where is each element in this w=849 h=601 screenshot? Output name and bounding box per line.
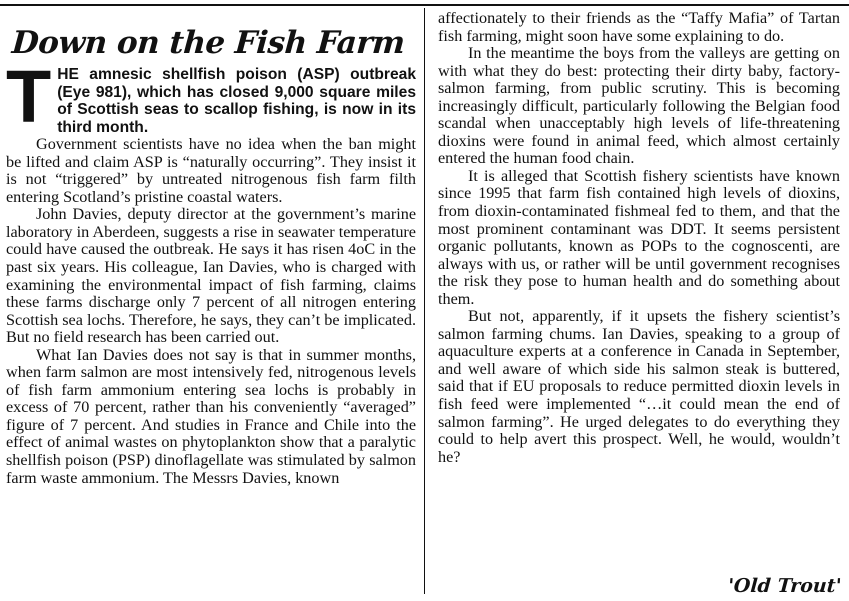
- continued-paragraph: affectionately to their friends as the “Taffy Mafia” of Tartan fish farming, might soon have some explaining to do.: [438, 9, 840, 45]
- right-column: [438, 10, 840, 466]
- right-text: [438, 10, 840, 466]
- body-paragraph: But not, apparently, if it upsets the fishery scientist’s salmon farming chums. Ian Davies, speaking to a group of aquaculture experts at a conference in Canada in September, and well aware of which side his salmon steak is buttered, said that if EU proposals to reduce permitted dioxin levels in fish feed were implemented “…it could mean the end of salmon farming”. He urged delegates to do everything they could to help avert this prospect. Well, he would, wouldn’t he?: [438, 307, 840, 466]
- left-text: [6, 55, 416, 487]
- body-paragraph: In the meantime the boys from the valleys are getting on with what they do best: protecting their dirty baby, factory-salmon farming, from public scrutiny. This is becoming increasingly difficult, particularly following the Belgian food scandal when unacceptably high levels of life-threatening dioxins were found in animal feed, which almost certainly entered the human food chain.: [438, 44, 840, 168]
- lead-paragraph: [6, 55, 416, 138]
- top-rule: [0, 4, 849, 6]
- left-column: [6, 10, 416, 487]
- drop-cap: T: [6, 55, 52, 138]
- body-paragraph: It is alleged that Scottish fishery scientists have known since 1995 that farm fish contained high levels of dioxins, from dioxin-contaminated fishmeal fed to them, and that the most prominent contaminant was DDT. It seems persistent organic pollutants, known as POPs to the cognoscenti, are always with us, or rather will be until government recognises the risk they pose to human health and do something about them.: [438, 166, 840, 308]
- headline: Down on the Fish Farm: [10, 25, 406, 61]
- body-paragraph: What Ian Davies does not say is that in summer months, when farm salmon are most intensively fed, nitrogenous levels of fish farm ammonium entering sea lochs is probably in excess of 70 percent, rather than his conveniently “averaged” figure of 7 percent. And studies in France and Chile into the effect of animal wastes on phytoplankton show that a paralytic shellfish poison (PSP) dinoflagellate was stimulated by salmon farm waste ammonium. The Messrs Davies, known: [6, 345, 416, 487]
- body-paragraph: Government scientists have no idea when the ban might be lifted and claim ASP is “naturally occurring”. They insist it is not “triggered” by untreated nitrogenous fish farm filth entering Scotland’s pristine coastal waters.: [6, 135, 416, 206]
- lead-text: HE amnesic shellfish poison (ASP) outbreak (Eye 981), which has closed 9,000 square miles of Scottish seas to scallop fishing, is now in its third month.: [57, 66, 416, 136]
- author-signature: 'Old Trout': [726, 575, 842, 597]
- column-divider: [424, 8, 425, 594]
- body-paragraph: John Davies, deputy director at the government’s marine laboratory in Aberdeen, suggests a rise in seawater temperature could have caused the outbreak. He says it has risen 4oC in the past six years. His colleague, Ian Davies, who is charged with examining the environmental impact of fish farming, claims these farms discharge only 7 percent of all nitrogen entering Scottish sea lochs. Therefore, he says, they can’t be implicated. But no field research has been carried out.: [6, 205, 416, 347]
